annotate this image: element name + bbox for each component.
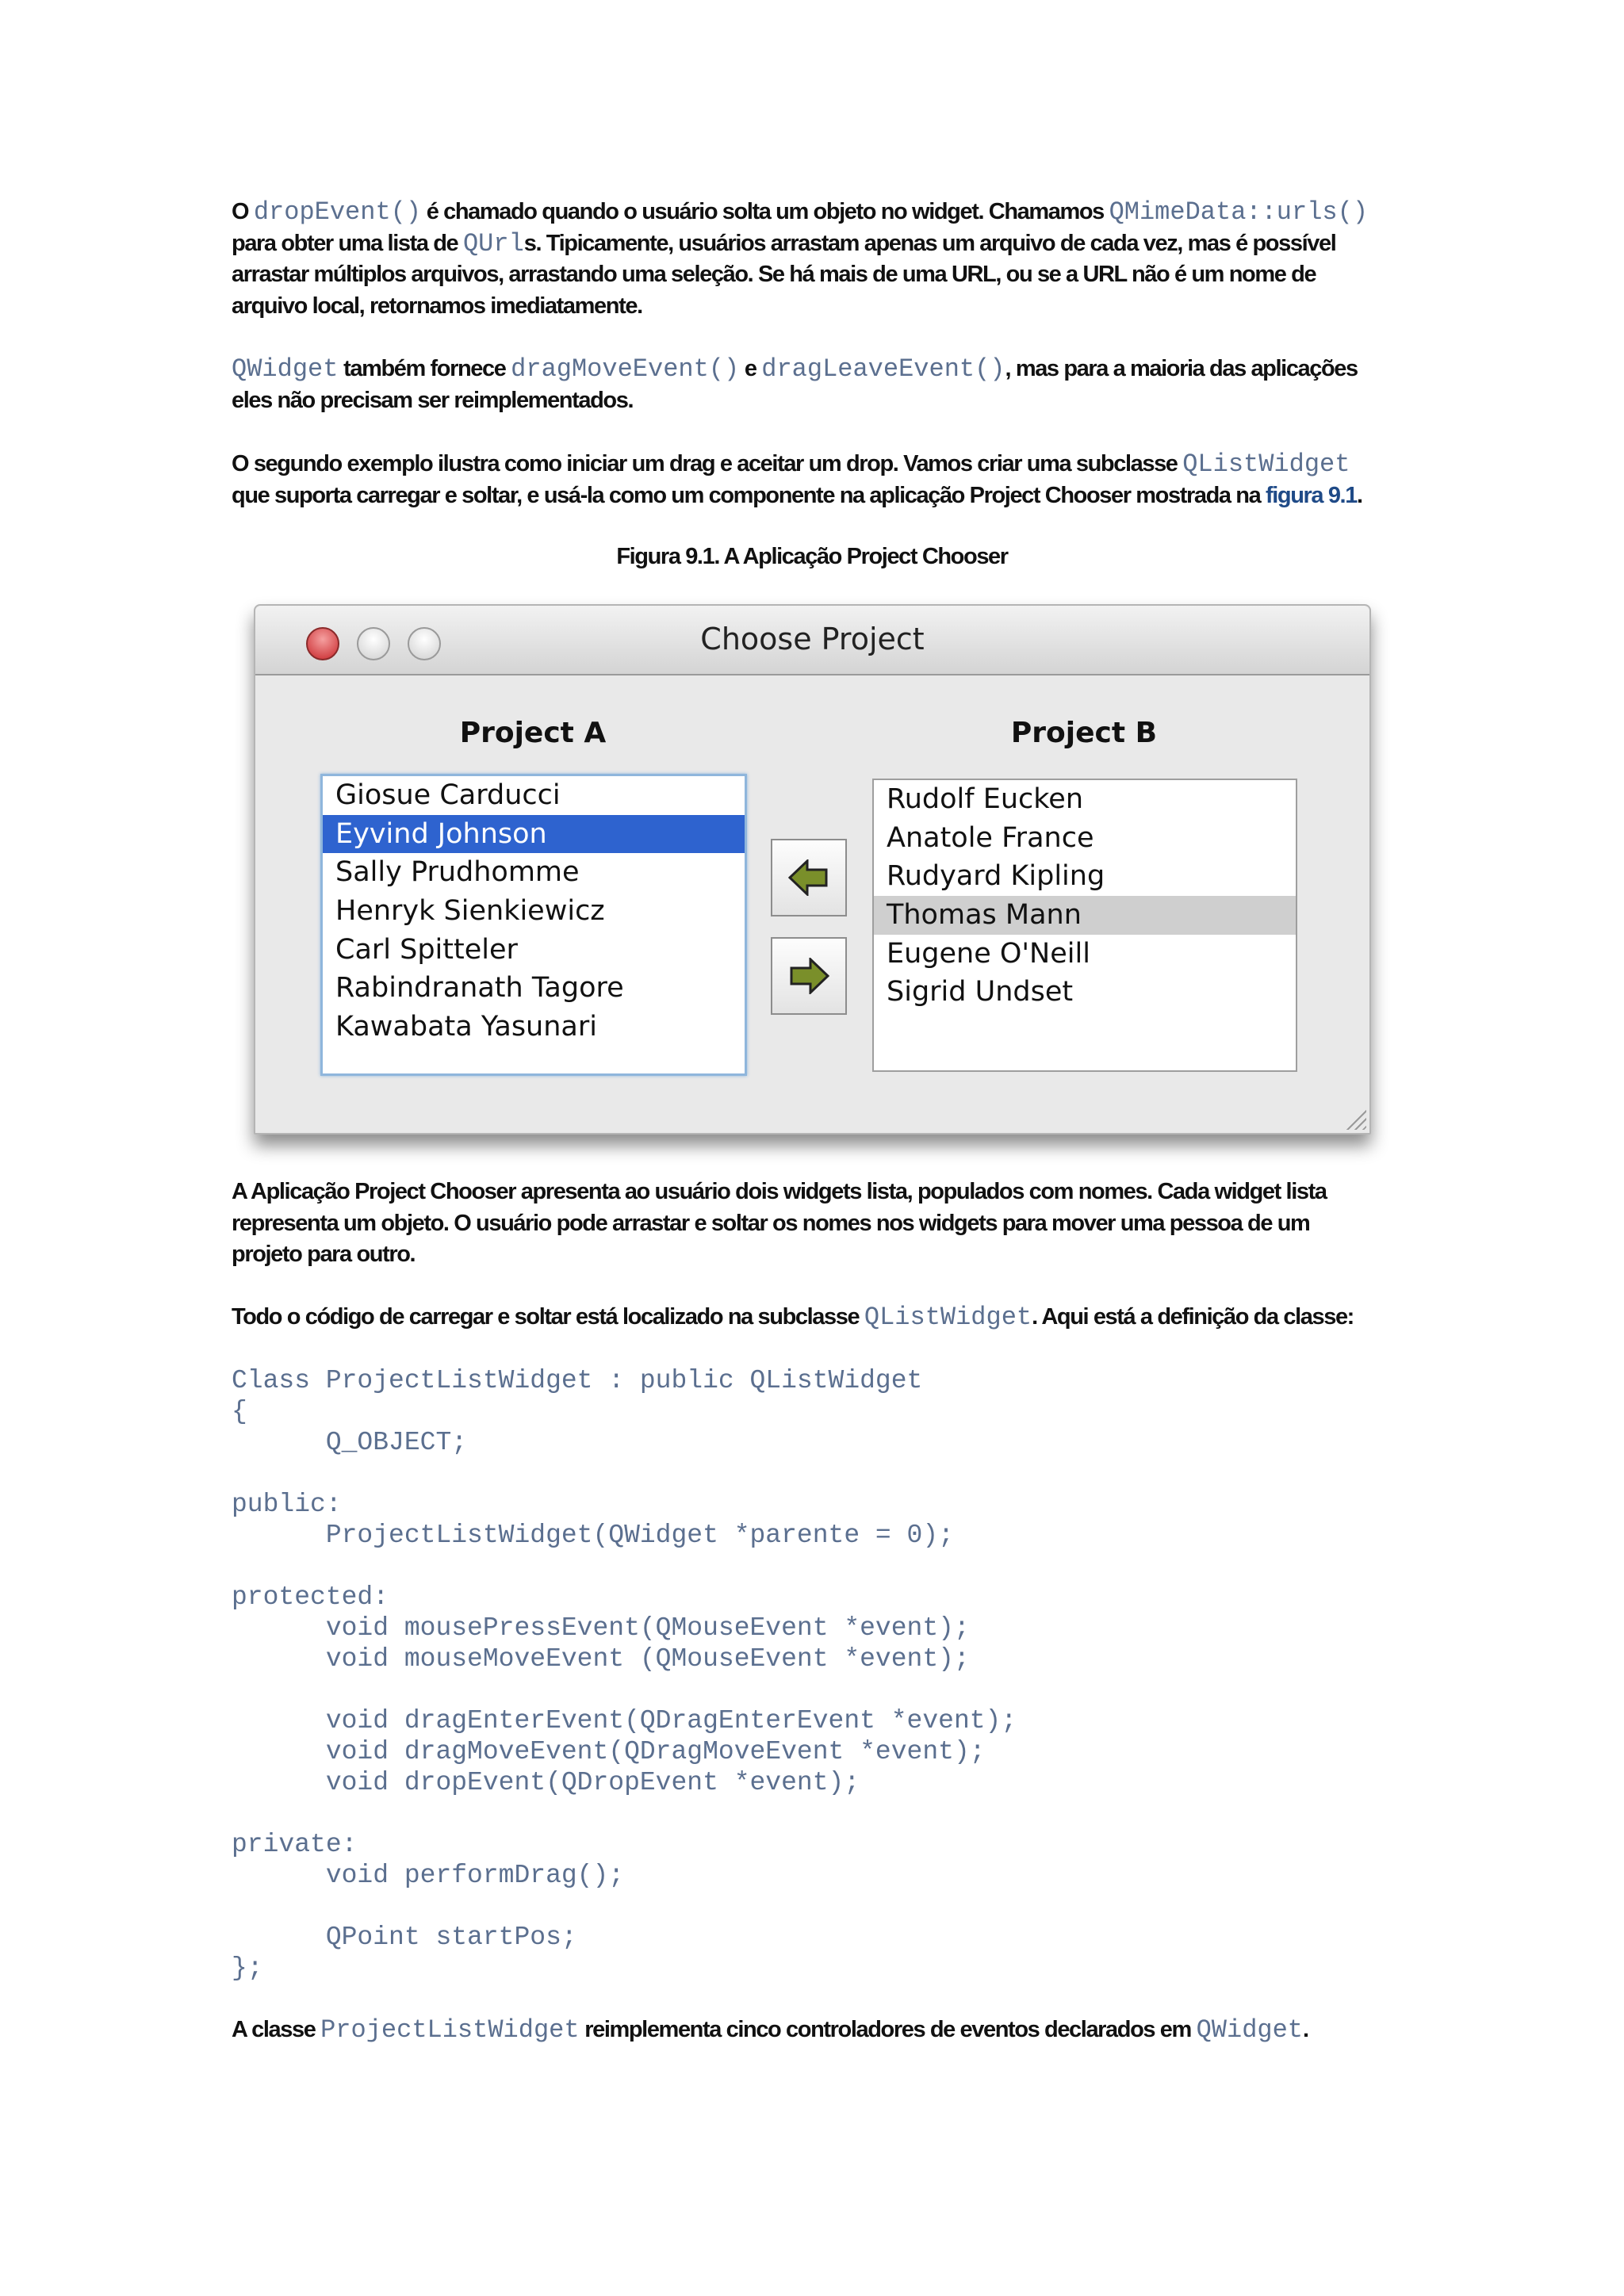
figure-link[interactable]: figura 9.1 xyxy=(1266,482,1357,508)
list-item[interactable]: Sigrid Undset xyxy=(887,976,1074,1008)
text: e xyxy=(739,356,762,381)
code-ref: QUrl xyxy=(462,228,524,258)
code-line: void performDrag(); xyxy=(232,1861,625,1890)
left-arrow-icon xyxy=(788,859,829,896)
code-line: protected: xyxy=(232,1582,389,1612)
code-ref: ProjectListWidget xyxy=(320,2015,580,2045)
text: reimplementa cinco controladores de eventos declarados em xyxy=(579,2017,1197,2042)
project-b-label: Project B xyxy=(1010,717,1158,749)
paragraph-app-description: A Aplicação Project Chooser apresenta ao usuário dois widgets lista, populados com nomes. Cada widget lista representa um objeto. O usuário pode arrastar e soltar os nomes nos widgets para mover uma pessoa de um projeto para outro. xyxy=(232,1179,1327,1267)
paragraph-qwidget xyxy=(232,354,1381,416)
window-title: Choose Project xyxy=(700,622,925,656)
text: é chamado quando o usuário solta um objeto no widget. Chamamos xyxy=(421,199,1109,224)
code-line: void dragEnterEvent(QDragEnterEvent *event); xyxy=(232,1706,1017,1735)
code-line: void mouseMoveEvent (QMouseEvent *event); xyxy=(232,1644,970,1674)
code-line: public: xyxy=(232,1490,342,1519)
code-line: ProjectListWidget(QWidget *parente = 0); xyxy=(232,1521,954,1550)
code-ref: dragMoveEvent() xyxy=(511,354,740,384)
paragraph-second-example xyxy=(232,449,1381,511)
text: O xyxy=(232,199,254,224)
list-item[interactable]: Eyvind Johnson xyxy=(323,815,745,854)
code-line: void dropEvent(QDropEvent *event); xyxy=(232,1768,860,1797)
list-item[interactable]: Sally Prudhomme xyxy=(335,856,580,889)
text: s. Tipicamente, usuários arrastam apenas um arquivo de cada vez, mas é possível arrastar múltiplos arquivos, arrastando uma seleção. Se há mais de uma URL, ou se a URL não é um nome de arquivo local, retornamos imediatamente. xyxy=(232,230,1336,319)
list-item[interactable]: Henryk Sienkiewicz xyxy=(335,895,605,928)
move-left-button[interactable] xyxy=(771,839,847,916)
project-a-list[interactable] xyxy=(320,774,747,1076)
text: . xyxy=(1356,482,1362,508)
list-item[interactable]: Giosue Carducci xyxy=(335,779,561,811)
choose-project-window xyxy=(254,604,1371,1135)
code-line: private: xyxy=(232,1830,358,1859)
code-ref: QListWidget xyxy=(864,1303,1032,1332)
text: A classe xyxy=(232,2017,321,2042)
paragraph-drop-event xyxy=(232,197,1381,322)
paragraph-code-location xyxy=(232,1302,1381,1334)
text: O segundo exemplo ilustra como iniciar um drag e aceitar um drop. Vamos criar uma subclasse xyxy=(232,451,1183,476)
text: para obter uma lista de xyxy=(232,230,463,256)
text: Todo o código de carregar e soltar está localizado na subclasse xyxy=(232,1304,864,1330)
code-line xyxy=(232,1458,1017,1489)
code-listing xyxy=(232,1365,1017,1984)
code-line: void dragMoveEvent(QDragMoveEvent *event); xyxy=(232,1737,986,1766)
project-a-label: Project A xyxy=(459,717,607,749)
code-line: Class ProjectListWidget : public QListWidget xyxy=(232,1366,923,1395)
code-line xyxy=(232,1891,1017,1922)
right-arrow-icon xyxy=(788,958,829,994)
text: também fornece xyxy=(338,356,511,381)
title-bar[interactable] xyxy=(255,606,1369,675)
text: que suporta carregar e soltar, e usá-la como um componente na aplicação Project Chooser mostrada na xyxy=(232,482,1266,508)
code-line: { xyxy=(232,1397,247,1426)
text: . Aqui está a definição da classe: xyxy=(1032,1304,1354,1330)
code-ref: QWidget xyxy=(232,354,339,384)
text: , mas para a maioria das aplicações eles não precisam ser reimplementados. xyxy=(232,356,1358,413)
list-item[interactable]: Rudyard Kipling xyxy=(887,860,1105,893)
resize-grip[interactable] xyxy=(1346,1109,1366,1130)
code-ref: dropEvent() xyxy=(253,197,422,227)
code-line xyxy=(232,1551,1017,1582)
code-line: void mousePressEvent(QMouseEvent *event); xyxy=(232,1613,970,1643)
list-item[interactable]: Anatole France xyxy=(887,821,1094,854)
project-b-list[interactable] xyxy=(872,779,1297,1072)
code-line: QPoint startPos; xyxy=(232,1923,577,1952)
list-item[interactable]: Kawabata Yasunari xyxy=(335,1011,597,1043)
list-item[interactable]: Rudolf Eucken xyxy=(887,783,1084,815)
code-ref: QWidget xyxy=(1196,2015,1303,2045)
list-item[interactable]: Eugene O'Neill xyxy=(887,937,1090,970)
list-item[interactable]: Rabindranath Tagore xyxy=(335,972,624,1004)
move-right-button[interactable] xyxy=(771,937,847,1015)
list-item[interactable]: Carl Spitteler xyxy=(335,933,518,966)
text: . xyxy=(1303,2017,1308,2042)
code-line: }; xyxy=(232,1954,263,1983)
paragraph-reimplements xyxy=(232,2015,1381,2046)
list-item[interactable]: Thomas Mann xyxy=(874,896,1296,935)
code-line xyxy=(232,1798,1017,1829)
code-ref: dragLeaveEvent() xyxy=(761,354,1005,384)
code-ref: QMimeData::urls() xyxy=(1109,197,1369,227)
code-line: Q_OBJECT; xyxy=(232,1428,468,1457)
figure-caption: Figura 9.1. A Aplicação Project Chooser xyxy=(616,544,1008,569)
code-ref: QListWidget xyxy=(1182,450,1350,479)
code-line xyxy=(232,1674,1017,1705)
